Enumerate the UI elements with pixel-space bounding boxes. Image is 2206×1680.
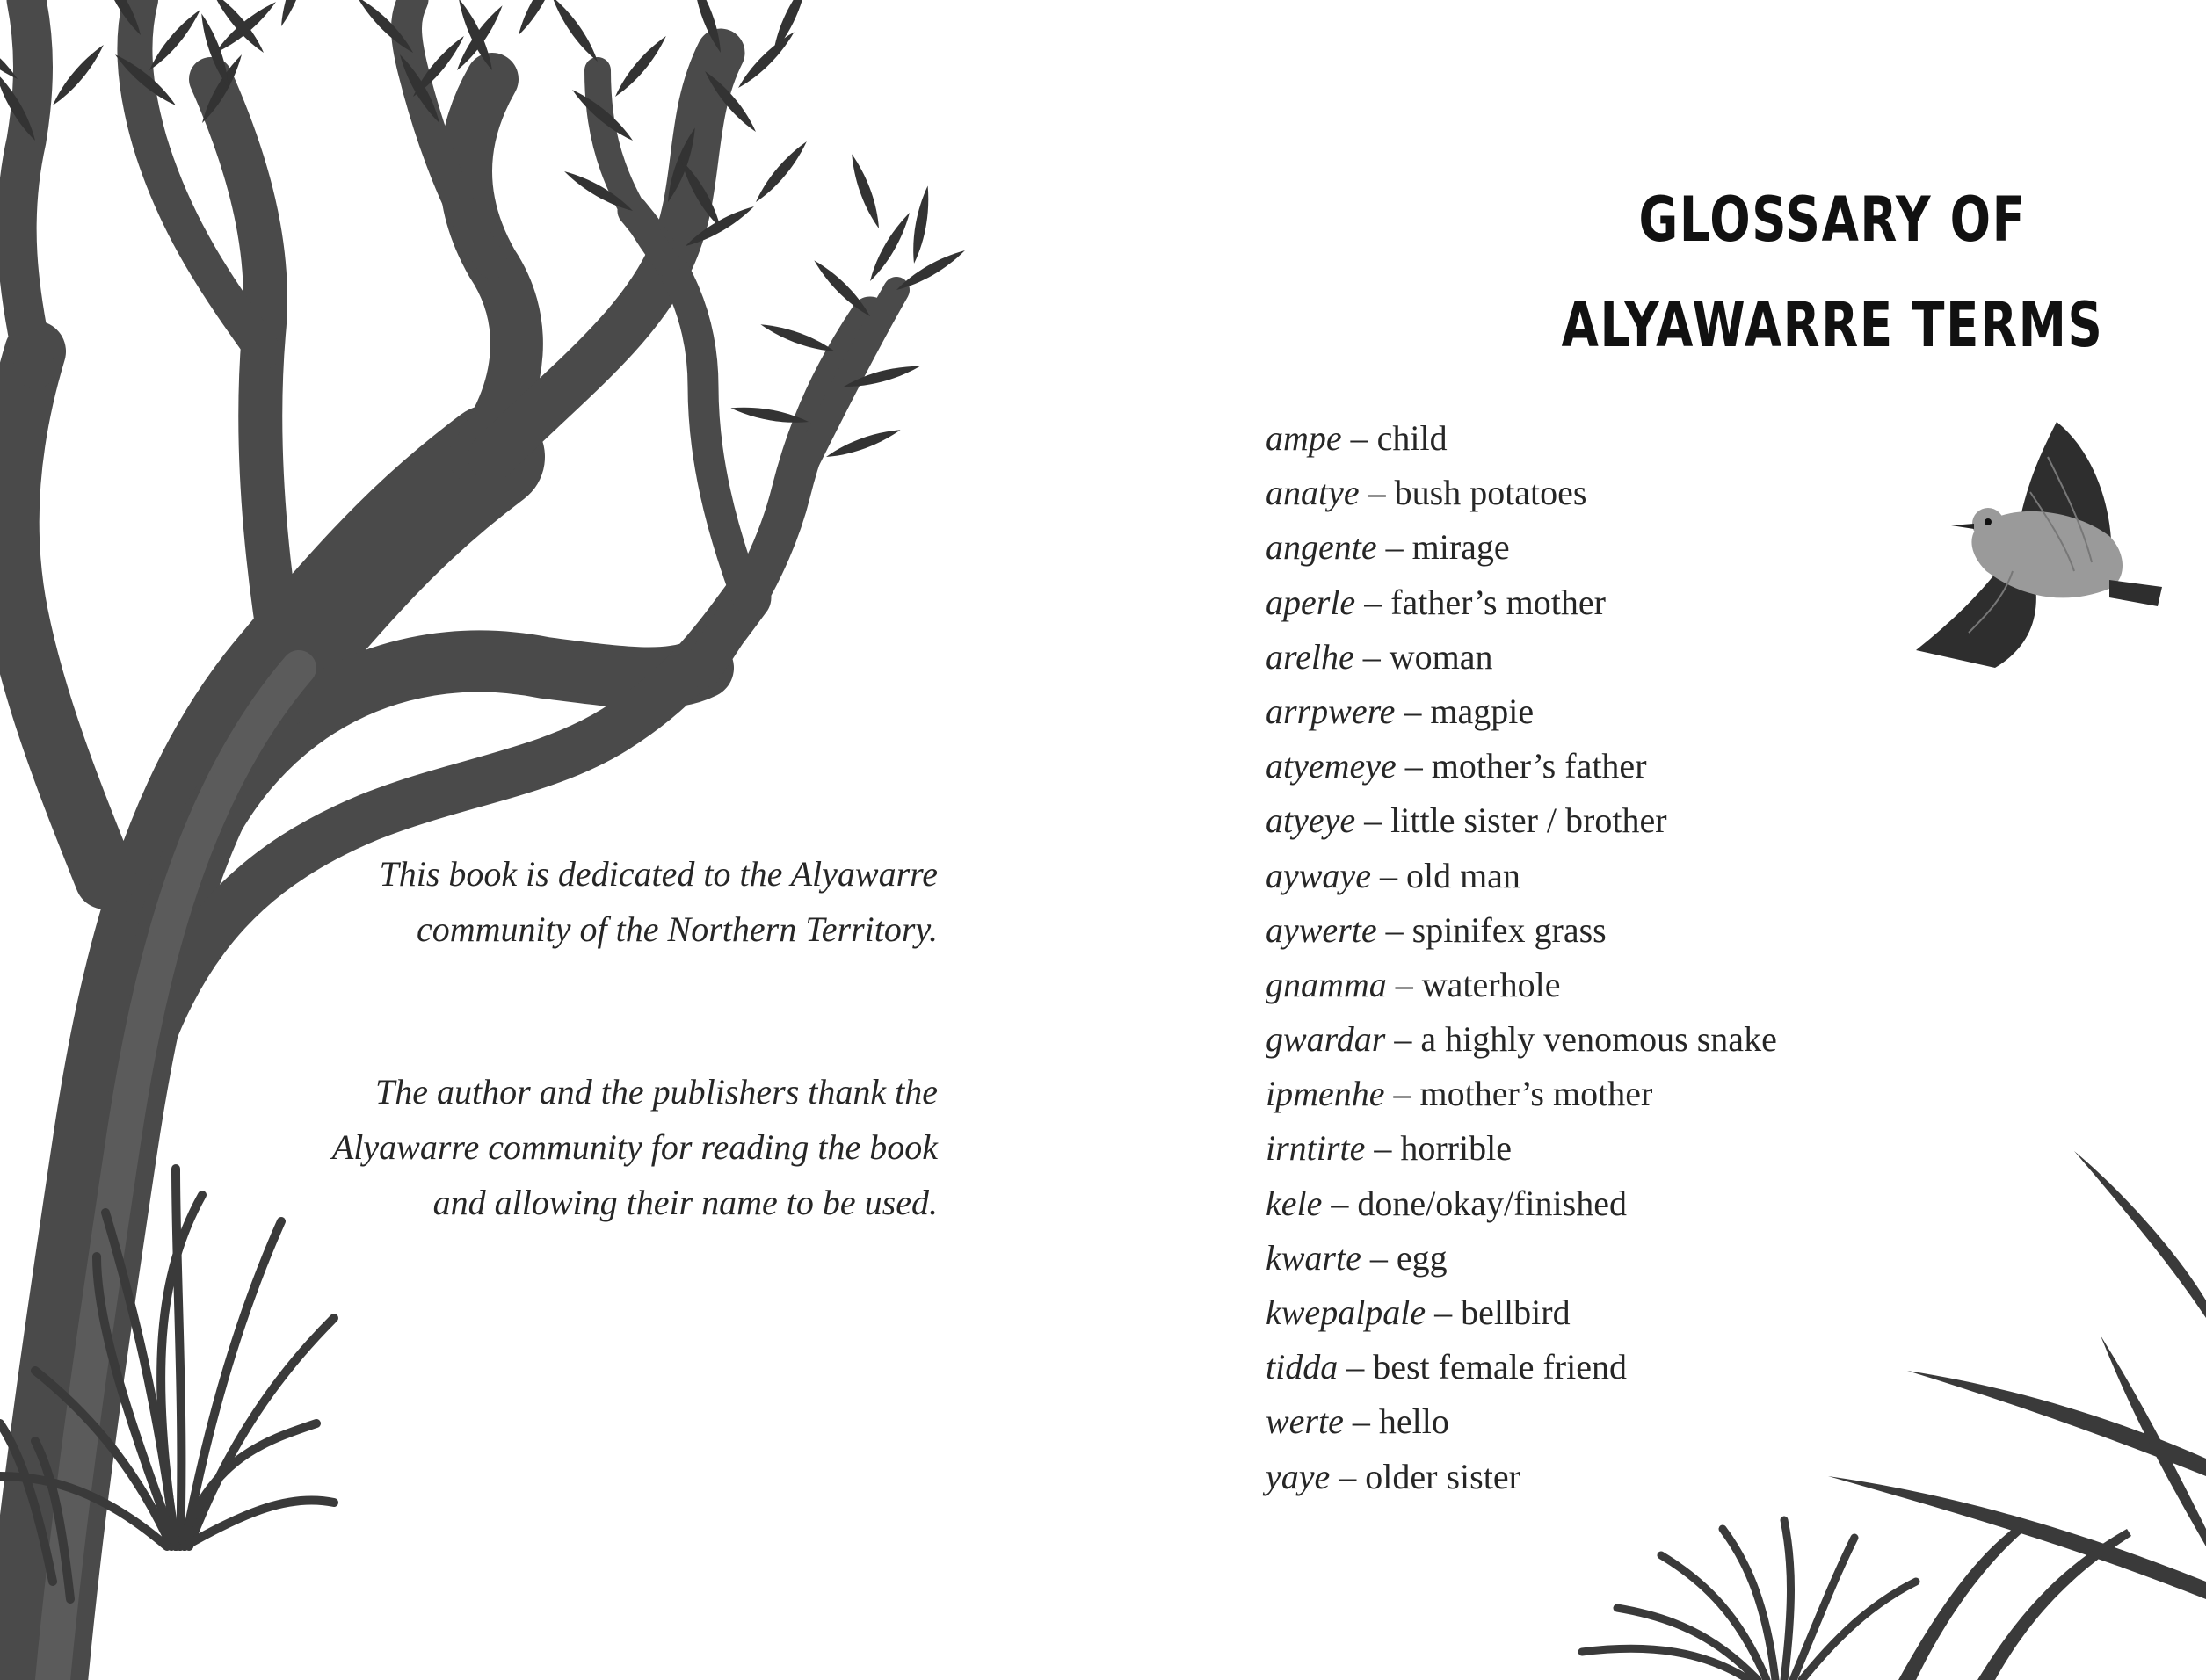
glossary-term: aperle	[1266, 582, 1356, 622]
glossary-list	[1266, 411, 1777, 1504]
glossary-definition: older sister	[1365, 1456, 1520, 1496]
glossary-definition: done/okay/finished	[1357, 1183, 1627, 1223]
glossary-entry	[1266, 520, 1777, 575]
glossary-entry	[1266, 1012, 1777, 1067]
glossary-definition: best female friend	[1373, 1347, 1627, 1387]
tree-illustration	[0, 0, 968, 1680]
glossary-title-line-1: GLOSSARY OF	[1638, 184, 2027, 256]
glossary-separator: –	[1355, 800, 1391, 841]
glossary-definition: hello	[1378, 1401, 1449, 1442]
glossary-entry	[1266, 793, 1777, 848]
glossary-entry	[1266, 849, 1777, 903]
glossary-definition: magpie	[1430, 691, 1535, 731]
glossary-definition: mother’s mother	[1419, 1074, 1653, 1114]
glossary-separator: –	[1365, 1128, 1401, 1169]
glossary-term: atyemeye	[1266, 746, 1397, 786]
dedication-line: This book is dedicated to the Alyawarre	[379, 854, 938, 894]
glossary-term: irntirte	[1266, 1128, 1366, 1169]
glossary-term: aywaye	[1266, 855, 1371, 895]
glossary-term: kwarte	[1266, 1237, 1361, 1278]
glossary-separator: –	[1376, 909, 1412, 950]
glossary-definition: father’s mother	[1390, 582, 1606, 622]
glossary-separator: –	[1338, 1347, 1374, 1387]
acknowledgement-line: Alyawarre community for reading the book	[331, 1127, 938, 1167]
glossary-title-line-2: ALYAWARRE TERMS	[1561, 289, 2104, 361]
glossary-definition: woman	[1389, 636, 1493, 677]
glossary-term: kele	[1266, 1183, 1323, 1223]
glossary-term: atyeye	[1266, 800, 1356, 841]
glossary-definition: spinifex grass	[1411, 909, 1607, 950]
acknowledgement-line: and allowing their name to be used.	[432, 1183, 938, 1222]
glossary-definition: bellbird	[1461, 1293, 1571, 1332]
glossary-separator: –	[1359, 473, 1395, 513]
glossary-separator: –	[1384, 1074, 1420, 1114]
glossary-separator: –	[1341, 418, 1377, 458]
glossary-separator: –	[1396, 746, 1432, 786]
glossary-entry	[1266, 684, 1777, 739]
glossary-separator: –	[1376, 527, 1412, 568]
glossary-term: angente	[1266, 527, 1377, 568]
glossary-term: ipmenhe	[1266, 1074, 1385, 1114]
glossary-term: gwardar	[1266, 1019, 1386, 1060]
dedication-paragraph	[270, 846, 938, 957]
glossary-entry	[1266, 1394, 1777, 1449]
glossary-separator: –	[1353, 636, 1390, 677]
acknowledgement-paragraph	[270, 1064, 938, 1230]
glossary-separator: –	[1361, 1237, 1397, 1278]
glossary-definition: little sister / brother	[1390, 800, 1667, 841]
flying-bird-icon	[1916, 422, 2162, 668]
glossary-definition: waterhole	[1421, 964, 1561, 1004]
glossary-definition: mother’s father	[1431, 746, 1647, 786]
glossary-definition: egg	[1396, 1237, 1448, 1278]
glossary-entry	[1266, 1340, 1777, 1394]
glossary-term: yaye	[1266, 1456, 1331, 1496]
glossary-separator: –	[1426, 1293, 1462, 1332]
glossary-entry	[1266, 739, 1777, 793]
glossary-entry	[1266, 1285, 1777, 1340]
glossary-definition: a highly venomous snake	[1420, 1019, 1777, 1060]
glossary-separator: –	[1385, 1019, 1421, 1060]
glossary-separator: –	[1343, 1401, 1379, 1442]
glossary-entry	[1266, 1067, 1777, 1121]
glossary-definition: old man	[1405, 855, 1520, 895]
glossary-entry	[1266, 411, 1777, 466]
glossary-separator: –	[1370, 855, 1406, 895]
glossary-term: arrpwere	[1266, 691, 1396, 731]
glossary-separator: –	[1386, 964, 1422, 1004]
glossary-entry	[1266, 1177, 1777, 1231]
glossary-entry	[1266, 576, 1777, 630]
glossary-entry	[1266, 1231, 1777, 1285]
glossary-term: arelhe	[1266, 636, 1354, 677]
glossary-title	[1473, 167, 2193, 378]
dedication-line: community of the Northern Territory.	[417, 909, 938, 949]
glossary-entry	[1266, 903, 1777, 958]
glossary-term: aywerte	[1266, 909, 1377, 950]
glossary-definition: mirage	[1411, 527, 1510, 568]
glossary-separator: –	[1330, 1456, 1366, 1496]
glossary-entry	[1266, 1450, 1777, 1504]
glossary-term: kwepalpale	[1266, 1293, 1426, 1332]
glossary-term: anatye	[1266, 473, 1360, 513]
glossary-entry	[1266, 630, 1777, 684]
glossary-separator: –	[1395, 691, 1431, 731]
glossary-term: werte	[1266, 1401, 1344, 1442]
acknowledgement-line: The author and the publishers thank the	[375, 1072, 938, 1112]
glossary-separator: –	[1355, 582, 1391, 622]
glossary-entry	[1266, 1121, 1777, 1176]
glossary-definition: child	[1376, 418, 1448, 458]
glossary-term: tidda	[1266, 1347, 1339, 1387]
glossary-separator: –	[1322, 1183, 1358, 1223]
glossary-entry	[1266, 466, 1777, 520]
glossary-term: gnamma	[1266, 964, 1387, 1004]
glossary-definition: bush potatoes	[1394, 473, 1587, 513]
glossary-entry	[1266, 958, 1777, 1012]
glossary-definition: horrible	[1400, 1128, 1512, 1169]
glossary-term: ampe	[1266, 418, 1342, 458]
